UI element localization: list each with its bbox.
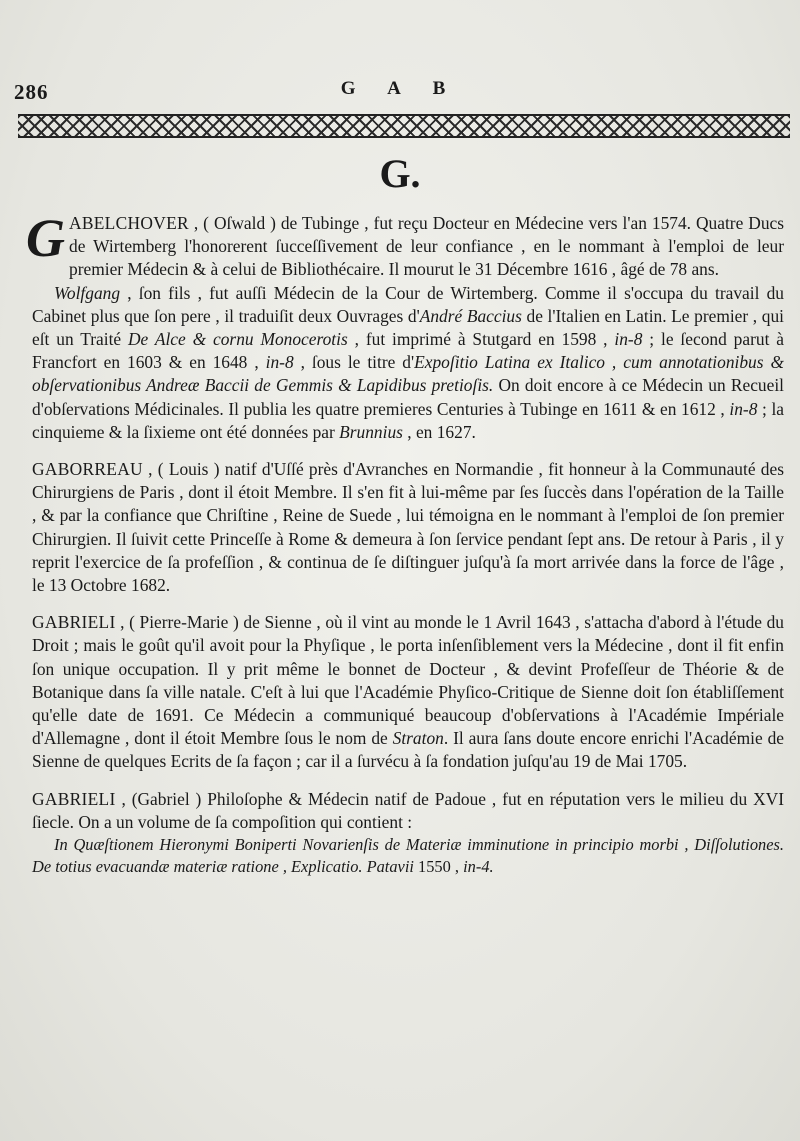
work-citation: [32, 834, 784, 878]
entry-text: , ( Louis ) natif d'Uſſé près d'Avranches en Normandie , fit honneur à la Communauté des Chirurgiens de Paris , dont il étoit Membre. Il s'en fit à lui-même par ſes ſuccès dans l'opération de la Taille , & par la confiance que Chriſtine , Reine de Suede , lui témoigna en le nommant à l'emploi de ſon premier Chirurgien. Il ſuivit cette Princeſſe à Rome & demeura à ſon ſervice pendant ſept ans. De retour à Paris , il y reprit l'exercice de ſa profeſſion , & continua de ſe diſtinguer juſqu'à ſa mort arrivée dans la force de l'âge , le 13 Octobre 1682.: [32, 459, 784, 596]
entry-gaborreau: [32, 458, 784, 597]
person-name: André Baccius: [419, 305, 522, 326]
entry-text: , (Gabriel ) Philoſophe & Médecin natif de Padoue , fut en réputation vers le milieu du XVI ſiecle. On a un volume de ſa compoſition qui contient :: [32, 788, 784, 832]
person-name: Straton: [392, 728, 444, 749]
entry-paragraph: [32, 282, 784, 444]
work-title: De Alce & cornu Monocerotis: [128, 329, 348, 350]
format-label: in-8: [729, 398, 758, 419]
format-label: in-8: [614, 329, 643, 350]
entry-text: , ( Pierre-Marie ) de Sienne , où il vint au monde le 1 Avril 1643 , s'attacha d'abord à l'étude du Droit ; mais le goût qu'il avoit pour la Phyſique , le porta inſenſiblement vers la Médecine , dont il fit enfin ſon unique occupation. Il y prit même le bonnet de Docteur , & devint Profeſſeur de Théorie & de Botanique dans ſa ville natale. C'eſt à lui que l'Académie Phyſico-Critique de Sienne doit ſon établiſſement qu'elle date de 1691. Ce Médecin a communiqué beaucoup d'obſervations à l'Académie Impériale d'Allemagne , dont il étoit Membre ſous le nom de: [32, 612, 784, 749]
work-title: Expoſitio Latina ex Italico , cum annotationibus & obſervationibus Andreæ Baccii de Gemmis & Lapidibus pretioſis.: [32, 352, 784, 396]
entry-text: . Il aura ſans doute encore enrichi l'Académie de Sienne de quelques Ecrits de ſa façon ; car il a ſurvécu à ſa fondation juſqu'au 19 de Mai 1705.: [32, 728, 784, 772]
entry-text: , ſous le titre d': [293, 352, 415, 373]
entry-text: , fut imprimé à Stutgard en 1598 ,: [347, 329, 615, 350]
entry-gabrieli-pierre-marie: [32, 611, 784, 773]
citation-format: in-4.: [463, 857, 494, 877]
entry-headword: GABORREAU: [32, 459, 143, 480]
entry-gabelchover: [26, 208, 784, 444]
entry-gabrieli-gabriel: [32, 788, 784, 878]
running-title: G A B: [340, 78, 460, 99]
entry-paragraph: [32, 458, 784, 597]
citation-title: In Quæſtionem Hieronymi Boniperti Novarienſis de Materiæ imminutione in principio morbi , Diſſolutiones. De totius evacuandæ materiæ ratione , Explicatio. Patavii: [32, 835, 784, 877]
entry-headword: GABRIELI: [32, 612, 116, 633]
drop-cap: G: [26, 208, 65, 268]
entry-paragraph: [32, 611, 784, 773]
running-head: [14, 78, 786, 104]
citation-year: 1550 ,: [418, 857, 464, 877]
entry-text: , ( Oſwald ) de Tubinge , fut reçu Docteur en Médecine vers l'an 1574. Quatre Ducs de Wirtemberg l'honorerent ſucceſſivement de leur confiance , en le nommant à l'emploi de leur premier Médecin & à celui de Bibliothécaire. Il mourut le 31 Décembre 1616 , âgé de 78 ans.: [69, 213, 784, 280]
entry-headword: GABRIELI: [32, 788, 116, 809]
format-label: in-8: [265, 352, 294, 373]
entry-headword: ABELCHOVER: [69, 213, 189, 233]
person-name: Wolfgang: [54, 282, 121, 303]
entry-paragraph: [32, 788, 784, 834]
entry-paragraph: [26, 208, 784, 282]
entry-text: ; la cinquieme & la ſixieme ont été données par: [32, 398, 784, 442]
section-letter: G.: [379, 151, 421, 196]
entry-text: ; le ſecond parut à Francfort en 1603 & en 1648 ,: [32, 329, 784, 373]
entry-text: , en 1627.: [402, 421, 476, 442]
entries-text: [26, 208, 784, 892]
ornamental-band: [18, 114, 790, 138]
person-name: Brunnius: [339, 421, 403, 442]
entry-text: , ſon fils , fut auſſi Médecin de la Cour de Wirtemberg. Comme il s'occupa du travail du Cabinet plus que ſon pere , il traduiſit deux Ouvrages d': [32, 282, 784, 326]
entry-text: de l'Italien en Latin. Le premier , qui eſt un Traité: [32, 305, 784, 350]
entry-text: On doit encore à ce Médecin un Recueil d'obſervations Médicinales. Il publia les quatre premieres Centuries à Tubinge en 1611 & en 1612 ,: [32, 375, 784, 419]
page-number: 286: [14, 80, 49, 104]
